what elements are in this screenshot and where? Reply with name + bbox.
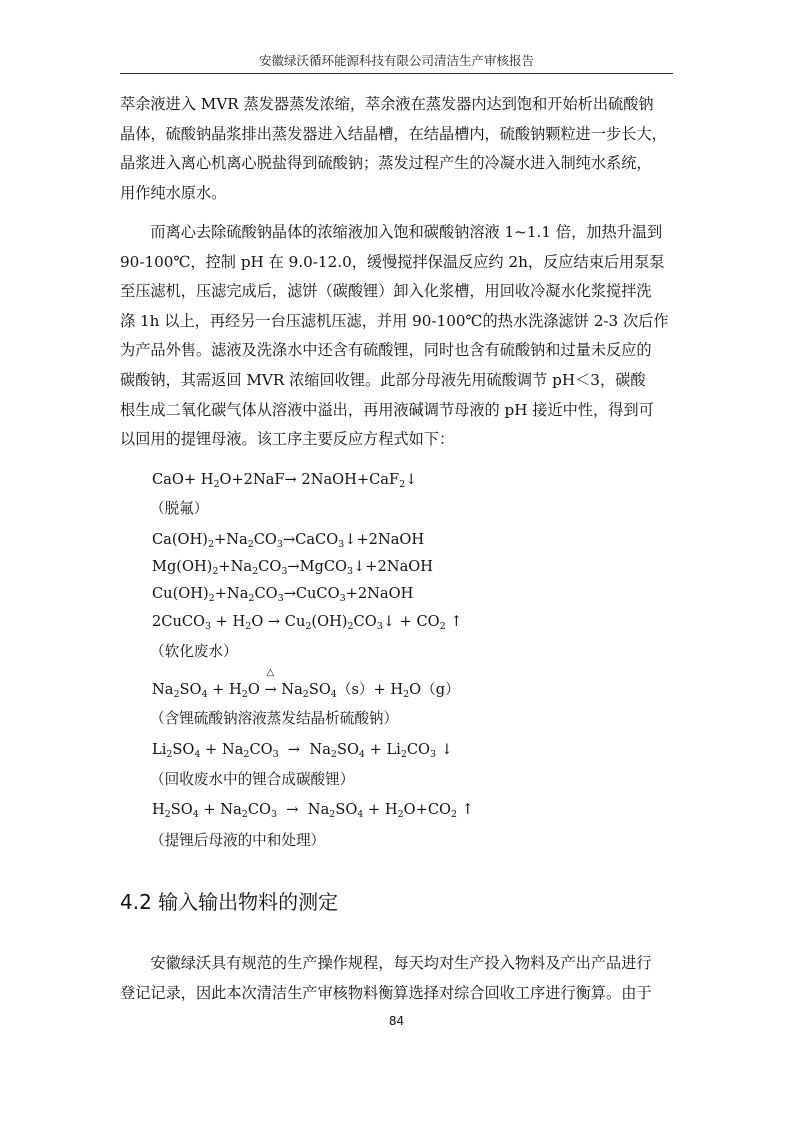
paragraph-line: 根生成二氧化碳气体从溶液中溢出，再用液碱调节母液的 pH 接近中性，得到可	[120, 400, 654, 419]
equation-note: （软化废水）	[150, 643, 238, 660]
paragraph-line: 90-100℃，控制 pH 在 9.0-12.0，缓慢搅拌保温反应约 2h，反应结束后用泵泵	[120, 252, 665, 271]
paragraph-line: 至压滤机，压滤完成后，滤饼（碳酸锂）卸入化浆槽，用回收冷凝水化浆搅拌洗	[120, 282, 652, 301]
paragraph-line: 萃余液进入 MVR 蒸发器蒸发浓缩，萃余液在蒸发器内达到饱和开始析出硫酸钠	[120, 95, 654, 113]
heating-arrow: △ →	[264, 667, 277, 698]
equation-note: （脱氟）	[150, 500, 209, 517]
equation-neutralization: $H_2SO_4 + Na_2CO_3 \to Na_2SO_4 + H_2O+CO_2$ ↑	[152, 801, 474, 820]
paragraph-line: 涤 1h 以上，再经另一台压滤机压滤，并用 90-100℃的热水洗涤滤饼 2-3 次后作	[120, 311, 669, 330]
paragraph-line: 晶体，硫酸钠晶浆排出蒸发器进入结晶槽，在结晶槽内，硫酸钠颗粒进一步长大，	[120, 124, 667, 143]
paragraph-1	[120, 90, 672, 208]
equation-lithium-carbonate: $Li_2SO_4 + Na_2CO_3 \to Na_2SO_4 + Li_2CO_3$ ↓	[152, 741, 453, 760]
paragraph-2	[120, 218, 672, 455]
paragraph-line: 登记记录，因此本次清洁生产审核物料衡算选择对综合回收工序进行衡算。由于	[120, 983, 652, 1002]
paragraph-line: 而离心去除硫酸钠晶体的浓缩液加入饱和碳酸钠溶液 1~1.1 倍，加热升温到	[120, 223, 663, 241]
paragraph-line: 碳酸钠，其需返回 MVR 浓缩回收锂。此部分母液先用硫酸调节 pH＜3，碳酸	[120, 370, 646, 389]
equation-calcium: $Ca(OH)_2+Na_2CO_3\to CaCO_3↓+2NaOH$	[152, 531, 425, 550]
equation-magnesium: $Mg(OH)_2+Na_2CO_3\to MgCO_3↓+2NaOH$	[152, 558, 433, 577]
section-number: 4.2	[120, 890, 152, 914]
page-number: 84	[388, 1014, 405, 1028]
header-title: 安徽绿沃循环能源科技有限公司清洁生产审核报告	[258, 53, 534, 68]
equation-note: （回收废水中的锂合成碳酸锂）	[150, 771, 355, 788]
section-heading	[120, 888, 338, 916]
heat-symbol-icon: △	[266, 667, 275, 678]
paragraph-line: 安徽绿沃具有规范的生产操作规程，每天均对生产投入物料及产出产品进行	[120, 954, 652, 972]
paragraph-line: 用作纯水原水。	[120, 183, 227, 202]
paragraph-line: 为产品外售。滤液及洗涤水中还含有硫酸锂，同时也含有硫酸钠和过量未反应的	[120, 341, 652, 360]
equation-defluorination: $CaO+ H_2O+2NaF\to$ 2NaOH+CaF$_2$↓	[152, 471, 418, 490]
paragraph-3	[120, 949, 672, 1008]
section-title: 输入输出物料的测定	[158, 890, 339, 914]
equation-copper-carbonate: 2CuCO$_3$ + $H_2O$ → $Cu_2(OH)_2CO_3↓ + CO_2$ ↑	[152, 613, 463, 632]
equation-note: （含锂硫酸钠溶液蒸发结晶析硫酸钠）	[150, 710, 399, 727]
header-rule	[120, 73, 673, 74]
equation-evaporation: $Na_2SO_4 + H_2O$ △ → $Na_2SO_4(s)+ H_2O(g)$	[152, 667, 460, 700]
equation-copper: $Cu(OH)_2+Na_2CO_3\to CuCO_3+2NaOH$	[152, 585, 414, 604]
equation-note: （提锂后母液的中和处理）	[150, 832, 326, 849]
paragraph-line: 晶浆进入离心机离心脱盐得到硫酸钠；蒸发过程产生的冷凝水进入制纯水系统，	[120, 154, 652, 173]
paragraph-line: 以回用的提锂母液。该工序主要反应方程式如下：	[120, 430, 455, 449]
